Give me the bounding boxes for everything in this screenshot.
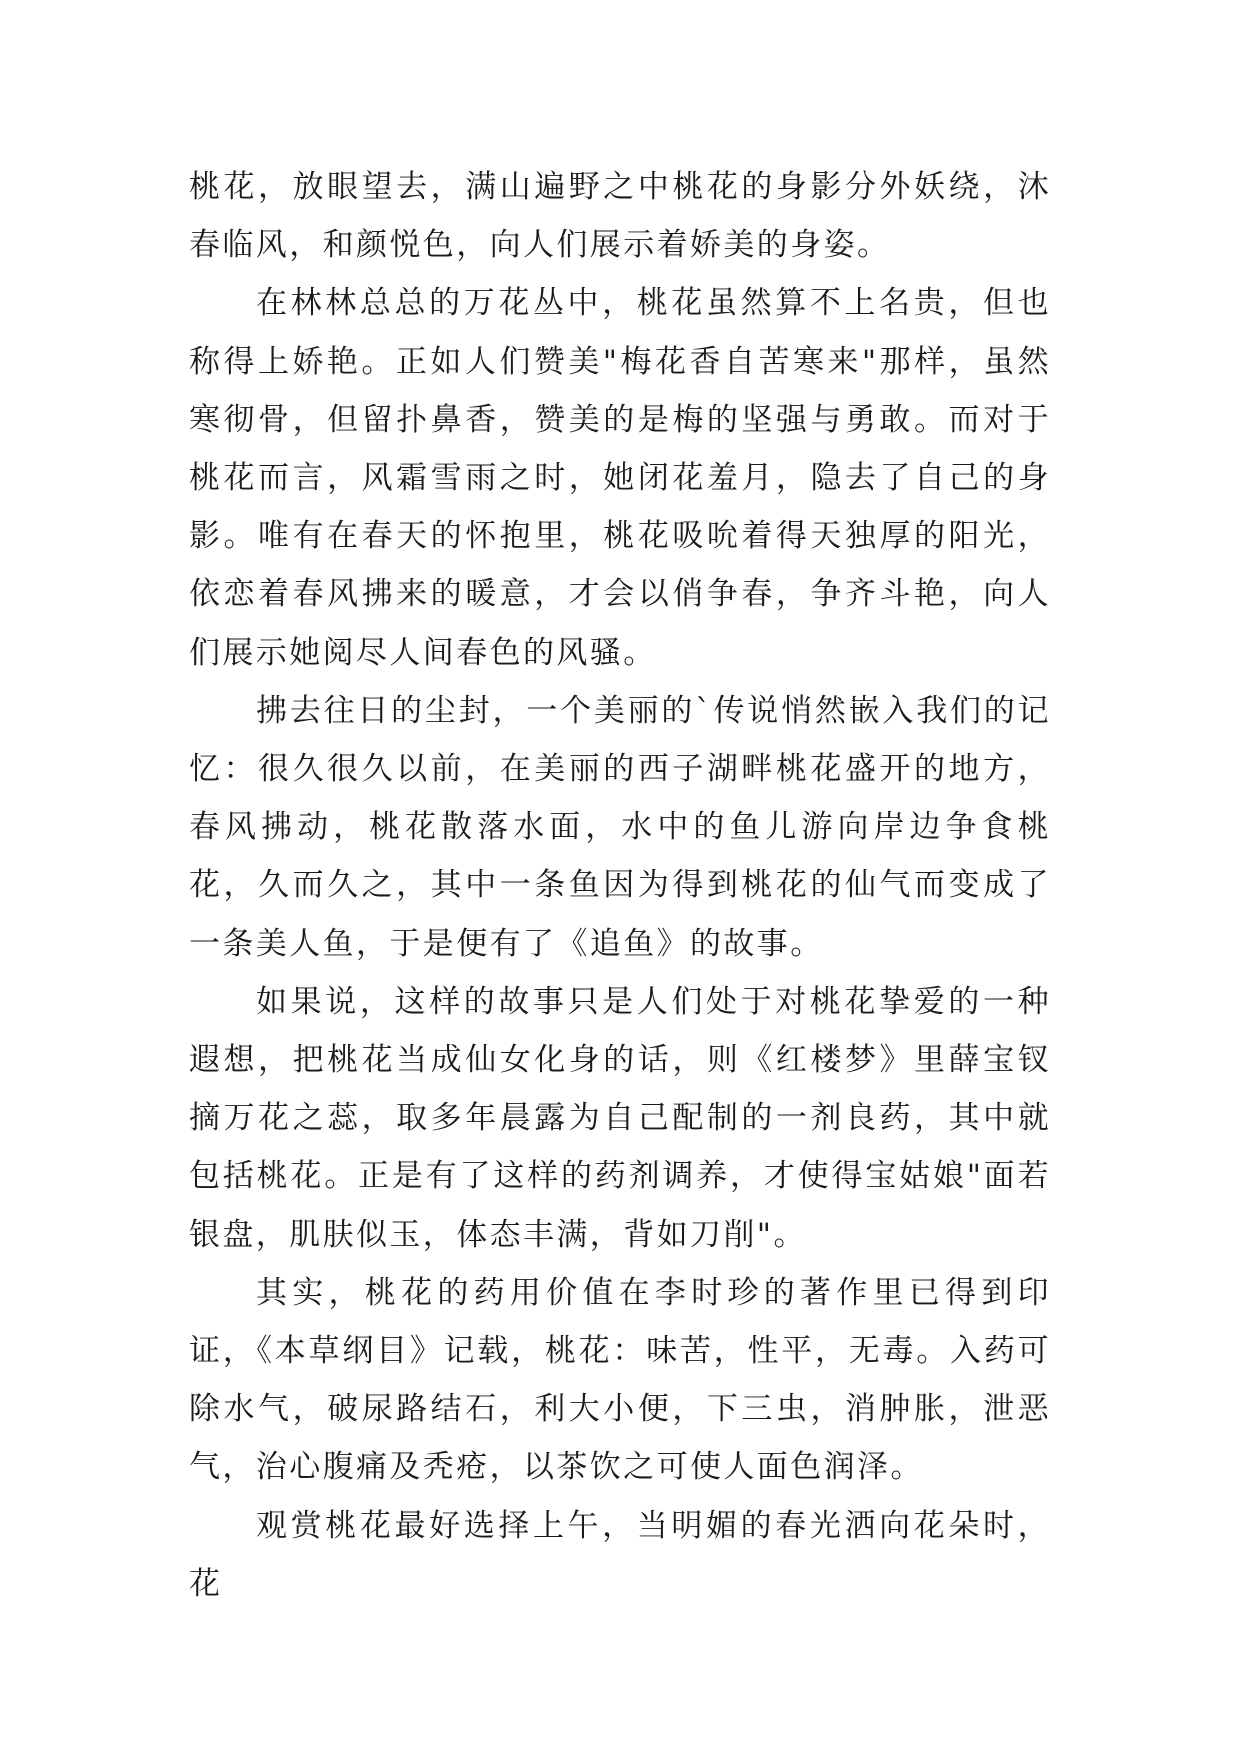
paragraph-4: 如果说，这样的故事只是人们处于对桃花挚爱的一种遐想，把桃花当成仙女化身的话，则《红楼梦》里薛宝钗摘万花之蕊，取多年晨露为自己配制的一剂良药，其中就包括桃花。正是有了这样的药剂调养，才使得宝姑娘"面若银盘，肌肤似玉，体态丰满，背如刀削"。 — [189, 983, 1051, 1253]
paragraph-3: 拂去往日的尘封，一个美丽的`传说悄然嵌入我们的记忆：很久很久以前，在美丽的西子湖畔桃花盛开的地方，春风拂动，桃花散落水面，水中的鱼儿游向岸边争食桃花，久而久之，其中一条鱼因为得到桃花的仙气而变成了一条美人鱼，于是便有了《追鱼》的故事。 — [189, 692, 1051, 962]
paragraph-6: 观赏桃花最好选择上午，当明媚的春光洒向花朵时，花 — [189, 1507, 1051, 1602]
document-body — [189, 158, 1051, 1613]
paragraph-2: 在林林总总的万花丛中，桃花虽然算不上名贵，但也称得上娇艳。正如人们赞美"梅花香自苦寒来"那样，虽然寒彻骨，但留扑鼻香，赞美的是梅的坚强与勇敢。而对于桃花而言，风霜雪雨之时，她闭花羞月，隐去了自己的身影。唯有在春天的怀抱里，桃花吸吮着得天独厚的阳光，依恋着春风拂来的暖意，才会以俏争春，争齐斗艳，向人们展示她阅尽人间春色的风骚。 — [189, 285, 1051, 671]
paragraph-5: 其实，桃花的药用价值在李时珍的著作里已得到印证，《本草纲目》记载，桃花：味苦，性平，无毒。入药可除水气，破尿路结石，利大小便，下三虫，消肿胀，泄恶气，治心腹痛及秃疮，以茶饮之可使人面色润泽。 — [189, 1274, 1051, 1486]
paragraph-1: 桃花，放眼望去，满山遍野之中桃花的身影分外妖绕，沐春临风，和颜悦色，向人们展示着娇美的身姿。 — [189, 169, 1051, 264]
